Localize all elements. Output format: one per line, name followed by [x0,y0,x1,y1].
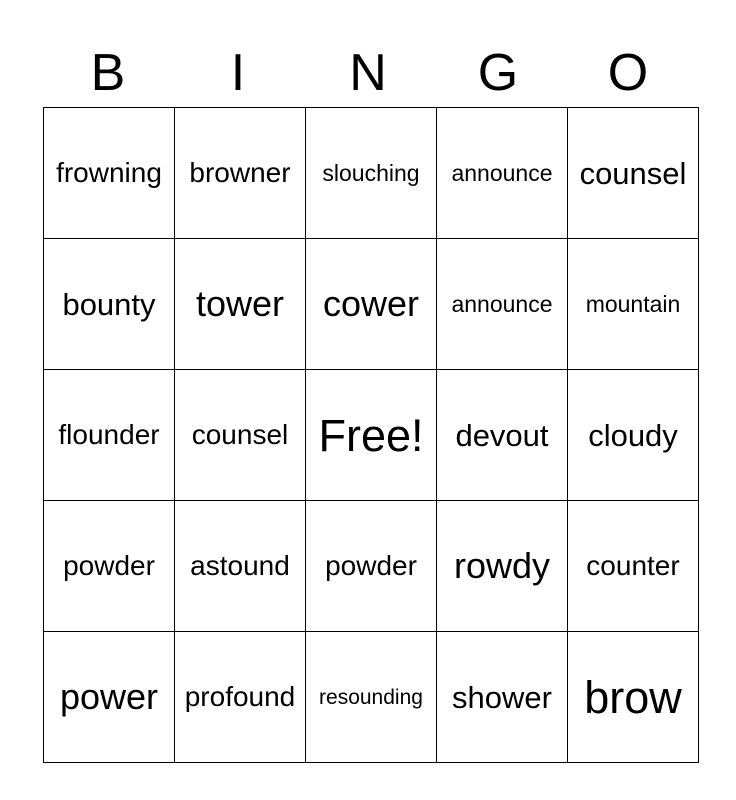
bingo-cell[interactable]: astound [175,501,306,632]
bingo-cell[interactable]: slouching [306,108,437,239]
bingo-cell[interactable]: bounty [44,239,175,370]
bingo-cell[interactable]: counter [568,501,699,632]
header-letter-n: N [349,44,387,102]
bingo-cell[interactable]: counsel [568,108,699,239]
header-letter-o: O [607,44,649,102]
bingo-cell[interactable]: shower [437,632,568,763]
header-letter-g: G [477,44,519,102]
bingo-cell[interactable]: frowning [44,108,175,239]
bingo-cell[interactable]: counsel [175,370,306,501]
bingo-cell[interactable]: cloudy [568,370,699,501]
bingo-cell[interactable]: rowdy [437,501,568,632]
bingo-cell[interactable]: resounding [306,632,437,763]
bingo-cell[interactable]: announce [437,108,568,239]
bingo-cell[interactable]: flounder [44,370,175,501]
header-letter-i: I [230,44,246,102]
board-row [44,108,699,239]
bingo-cell[interactable]: devout [437,370,568,501]
board-row [44,501,699,632]
bingo-cell[interactable]: profound [175,632,306,763]
bingo-cell[interactable]: cower [306,239,437,370]
header-letter-b: B [90,44,126,102]
bingo-cell[interactable]: powder [306,501,437,632]
board-row [44,239,699,370]
bingo-header [43,40,693,106]
bingo-cell[interactable]: mountain [568,239,699,370]
bingo-cell[interactable]: announce [437,239,568,370]
bingo-cell[interactable]: browner [175,108,306,239]
bingo-cell[interactable]: powder [44,501,175,632]
board-row [44,370,699,501]
bingo-cell[interactable]: brow [568,632,699,763]
free-space-cell[interactable]: Free! [306,370,437,501]
bingo-cell[interactable]: tower [175,239,306,370]
bingo-cell[interactable]: power [44,632,175,763]
board-row [44,632,699,763]
bingo-board [43,107,699,763]
